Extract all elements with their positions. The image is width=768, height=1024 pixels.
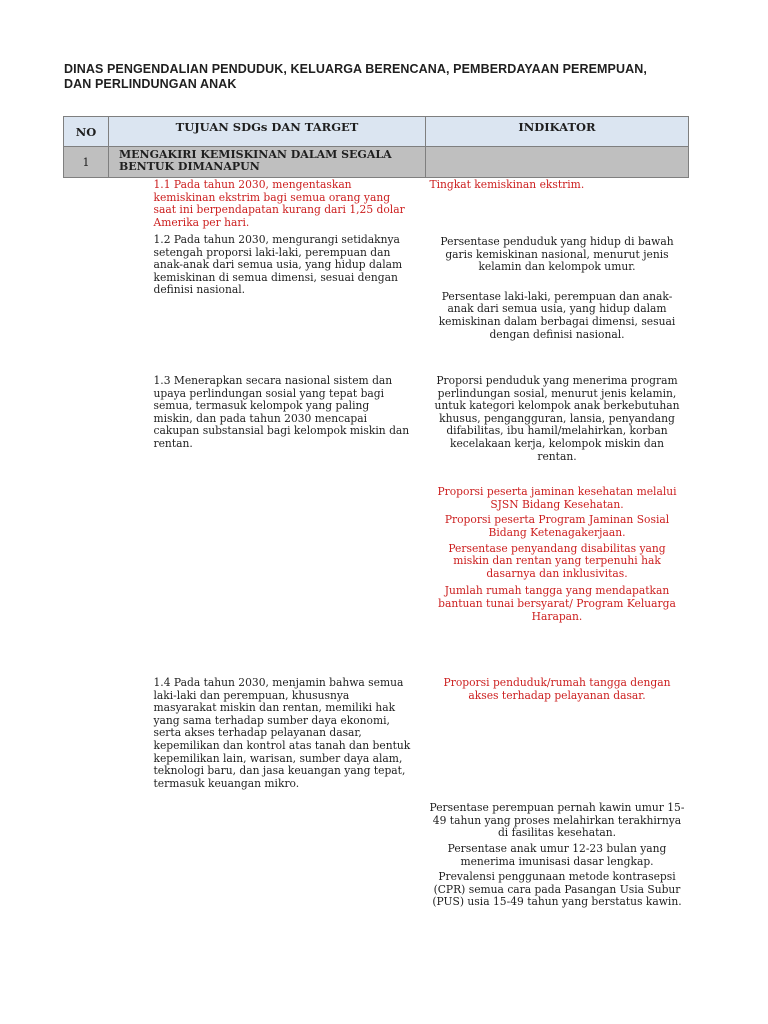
title-line-1: DINAS PENGENDALIAN PENDUDUK, KELUARGA BERENCANA, PEMBERDAYAAN PEREMPUAN, [64, 62, 647, 76]
column-header-indicator: INDIKATOR [426, 117, 689, 147]
indicator-text: Proporsi penduduk yang menerima program perlindungan sosial, menurut jenis kelamin, untuk kategori kelompok anak berkebutuhan khusus, pengangguran, lansia, penyandang difabilitas, ibu hamil/melahirkan, korban kecelakaan kerja, kelompok miskin dan rentan. [434, 374, 680, 463]
target-text: 1.2 Pada tahun 2030, mengurangi setidaknya setengah proporsi laki-laki, perempuan dan anak-anak dari semua usia, yang hidup dalam kemiskinan di semua dimensi, sesuai dengan definisi nasional. [153, 233, 403, 297]
no-cell [64, 374, 109, 675]
indicator-text: Persentase anak umur 12-23 bulan yang menerima imunisasi dasar lengkap. [447, 841, 667, 868]
target-cell [109, 675, 426, 977]
goal-indicator-cell [426, 147, 689, 178]
indicator-text: Proporsi penduduk/rumah tangga dengan akses terhadap pelayanan dasar. [443, 676, 671, 702]
table-header-row [64, 117, 689, 147]
indicator-text: Jumlah rumah tangga yang mendapatkan bantuan tunai bersyarat/ Program Keluarga Harapan. [438, 584, 676, 623]
table-row [64, 234, 689, 374]
no-cell [64, 675, 109, 977]
indicator-text: Persentase penduduk yang hidup di bawah garis kemiskinan nasional, menurut jenis kelamin dan kelompok umur. [440, 235, 674, 274]
target-text: 1.1 Pada tahun 2030, mengentaskan kemiskinan ekstrim bagi semua orang yang saat ini berpendapatan kurang dari 1,25 dolar Amerika per hari. [153, 178, 405, 229]
goal-number: 1 [64, 147, 109, 178]
goal-title: MENGAKIRI KEMISKINAN DALAM SEGALA BENTUK DIMANAPUN [109, 147, 426, 178]
indicator-text: Proporsi peserta Program Jaminan Sosial Bidang Ketenagakerjaan. [444, 513, 670, 539]
document-title [64, 62, 724, 92]
sdg-table [63, 116, 689, 977]
indicator-cell [426, 178, 689, 235]
no-cell [64, 234, 109, 374]
title-line-2: DAN PERLINDUNGAN ANAK [64, 77, 237, 91]
table-row [64, 675, 689, 977]
target-text: 1.4 Pada tahun 2030, menjamin bahwa semua laki-laki dan perempuan, khususnya masyarakat miskin dan rentan, memiliki hak yang sama terhadap sumber daya ekonomi, serta akses terhadap pelayanan dasar, kepemilikan dan kontrol atas tanah dan bentuk kepemilikan lain, warisan, sumber daya alam, teknologi baru, dan jasa keuangan yang tepat, termasuk keuangan mikro. [153, 676, 411, 790]
indicator-text: Persentase penyandang disabilitas yang miskin dan rentan yang terpenuhi hak dasarnya dan inklusivitas. [448, 541, 666, 580]
table-row [64, 374, 689, 675]
indicator-text: Proporsi peserta jaminan kesehatan melalui SJSN Bidang Kesehatan. [437, 485, 677, 511]
indicator-text: Persentase laki-laki, perempuan dan anak-anak dari semua usia, yang hidup dalam kemiskinan dalam berbagai dimensi, sesuai dengan definisi nasional. [438, 289, 676, 341]
no-cell [64, 178, 109, 235]
target-cell [109, 178, 426, 235]
indicator-cell [426, 675, 689, 977]
target-text: 1.3 Menerapkan secara nasional sistem dan upaya perlindungan sosial yang tepat bagi semua, termasuk kelompok yang paling miskin, dan pada tahun 2030 mencapai cakupan substansial bagi kelompok miskin dan rentan. [153, 374, 410, 450]
indicator-text: Persentase perempuan pernah kawin umur 15-49 tahun yang proses melahirkan terakhirnya di fasilitas kesehatan. [429, 801, 685, 840]
goal-row [64, 147, 689, 178]
indicator-cell [426, 234, 689, 374]
table-row [64, 178, 689, 235]
indicator-cell [426, 374, 689, 675]
column-header-no: NO [64, 117, 109, 147]
indicator-text: Tingkat kemiskinan ekstrim. [429, 178, 585, 191]
target-cell [109, 374, 426, 675]
target-cell [109, 234, 426, 374]
column-header-target: TUJUAN SDGs DAN TARGET [109, 117, 426, 147]
indicator-text: Prevalensi penggunaan metode kontrasepsi (CPR) semua cara pada Pasangan Usia Subur (PUS) usia 15-49 tahun yang berstatus kawin. [432, 870, 682, 909]
